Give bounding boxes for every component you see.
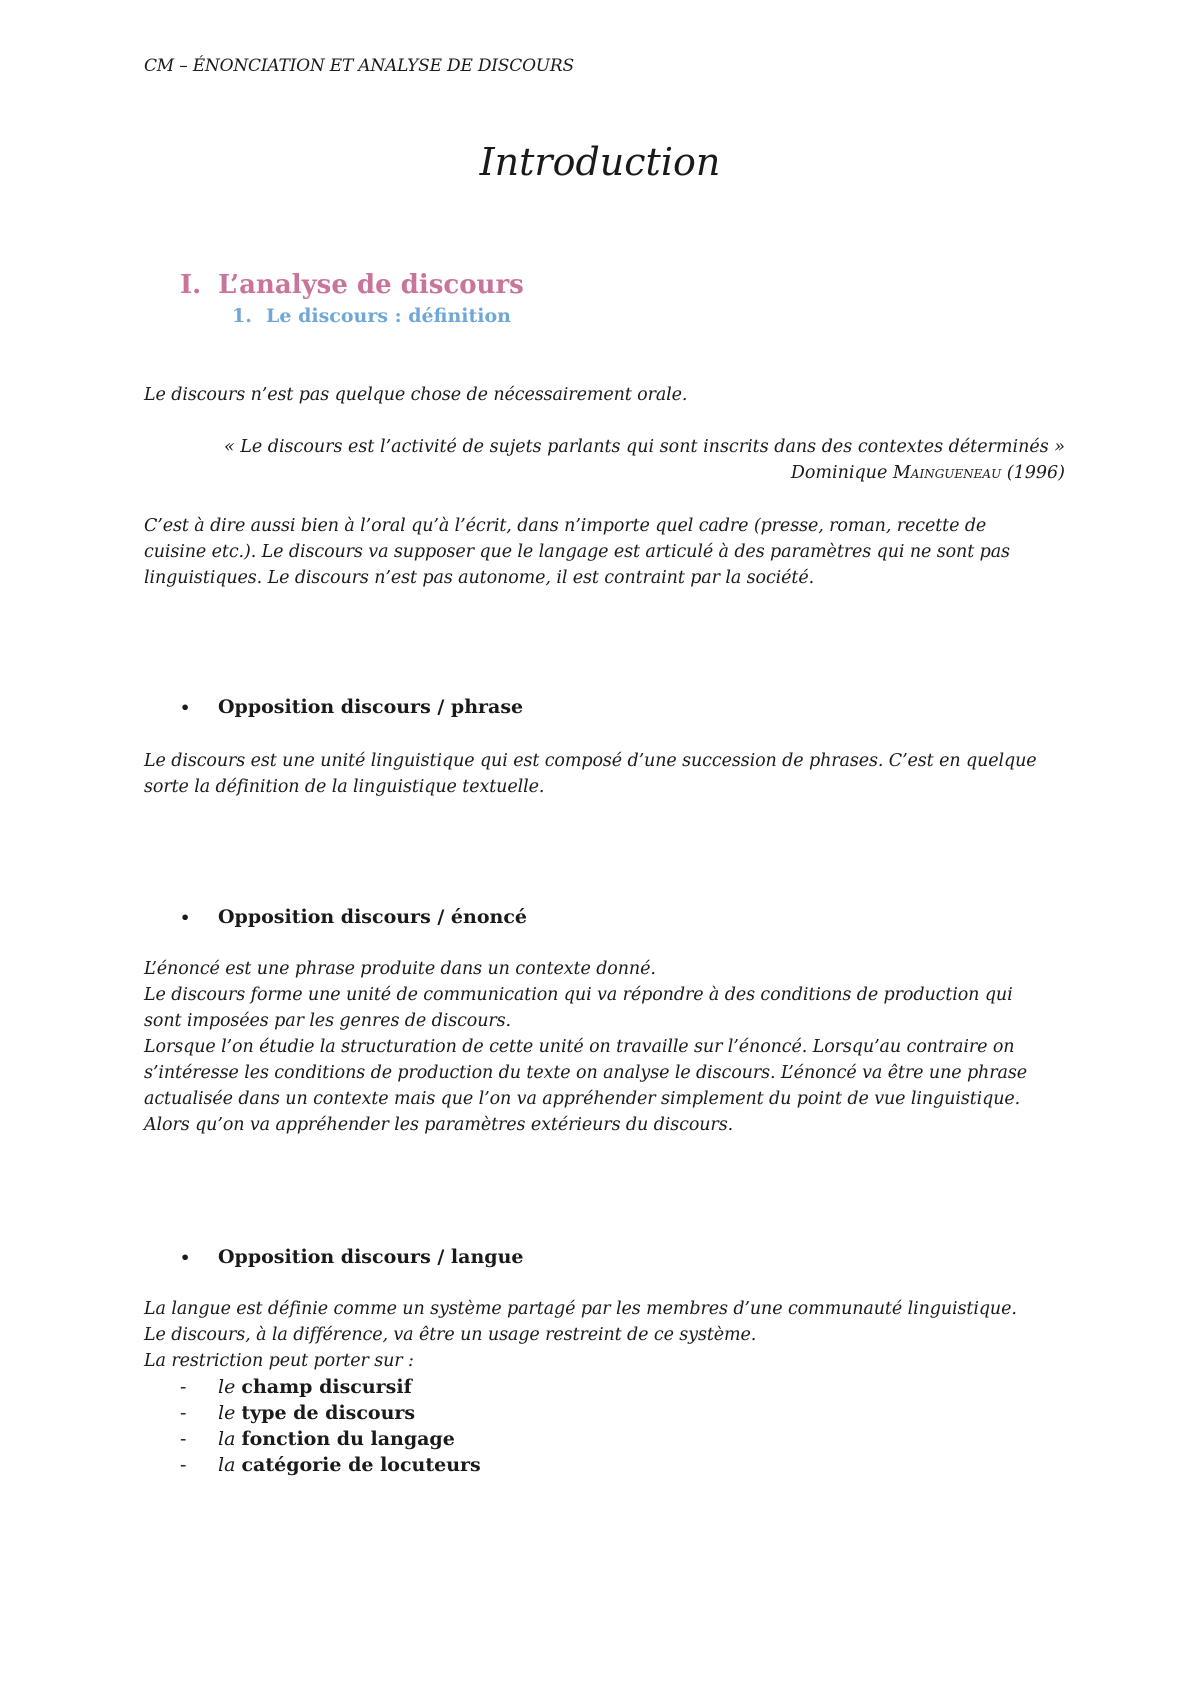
list-item-article: la (218, 1454, 236, 1476)
paragraph-line: sont imposées par les genres de discours. (144, 1011, 512, 1031)
section-heading (180, 270, 524, 300)
subsection-title: Le discours : définition (266, 305, 511, 327)
page-title: Introduction (479, 140, 721, 184)
quote-year: (1996) (1006, 463, 1065, 483)
quote-attribution (144, 460, 1065, 486)
list-item-term: fonction du langage (241, 1428, 455, 1450)
list-item (180, 1400, 481, 1426)
paragraph-line: Lorsque l’on étudie la structuration de cette unité on travaille sur l’énoncé. Lorsqu’au contraire on (144, 1037, 1015, 1057)
paragraph-line: Alors qu’on va appréhender les paramètres extérieurs du discours. (144, 1115, 734, 1135)
paragraph-line: cuisine etc.). Le discours va supposer que le langage est articulé à des paramètres qui ne sont pas (144, 542, 1010, 562)
paragraph-line: Le discours est une unité linguistique qui est composé d’une succession de phrases. C’est en quelque (144, 751, 1037, 771)
bullet-heading-text: Opposition discours / langue (218, 1246, 524, 1268)
bullet-heading-phrase (180, 696, 523, 718)
subsection-heading (232, 305, 511, 327)
list-item-article: le (218, 1376, 236, 1398)
bullet-body-enonce (144, 956, 1064, 1138)
paragraph-line: Le discours forme une unité de communication qui va répondre à des conditions de production qui (144, 985, 1013, 1005)
paragraph-line: s’intéresse les conditions de production du texte on analyse le discours. L’énoncé va être une phrase (144, 1063, 1027, 1083)
bullet-heading-langue (180, 1246, 523, 1268)
quote-author-first: Dominique (790, 463, 888, 483)
dash-marker: - (180, 1376, 187, 1398)
list-item-term: type de discours (241, 1402, 416, 1424)
bullet-heading-text: Opposition discours / énoncé (218, 906, 527, 928)
paragraph-line: linguistiques. Le discours n’est pas autonome, il est contraint par la société. (144, 568, 815, 588)
list-item-term: champ discursif (241, 1376, 412, 1398)
quote-text: « Le discours est l’activité de sujets parlants qui sont inscrits dans des contextes déterminés » (223, 437, 1065, 457)
paragraph-line: C’est à dire aussi bien à l’oral qu’à l’écrit, dans n’importe quel cadre (presse, roman, recette de (144, 516, 987, 536)
restriction-list (180, 1374, 481, 1478)
list-item (180, 1374, 481, 1400)
list-item-article: la (218, 1428, 236, 1450)
section-number: I. (180, 270, 202, 300)
bullet-icon: • (180, 1248, 191, 1267)
paragraph-line: L’énoncé est une phrase produite dans un contexte donné. (144, 959, 656, 979)
list-item-term: catégorie de locuteurs (241, 1454, 481, 1476)
paragraph-line: sorte la définition de la linguistique textuelle. (144, 777, 545, 797)
quote-author-last: Maingueneau (892, 463, 1002, 483)
bullet-heading-enonce (180, 906, 527, 928)
subsection-number: 1. (232, 305, 252, 327)
quote-block (144, 434, 1065, 486)
dash-marker: - (180, 1402, 187, 1424)
list-item-article: le (218, 1402, 236, 1424)
page-header: CM – ÉNONCIATION ET ANALYSE DE DISCOURS (144, 56, 574, 76)
section-title: L’analyse de discours (218, 270, 524, 300)
paragraph-line: Le discours, à la différence, va être un usage restreint de ce système. (144, 1325, 757, 1345)
list-item (180, 1426, 481, 1452)
paragraph-line: La langue est définie comme un système partagé par les membres d’une communauté linguistique. (144, 1299, 1017, 1319)
paragraph-line: La restriction peut porter sur : (144, 1351, 414, 1371)
bullet-icon: • (180, 698, 191, 717)
paragraph-after-quote (144, 513, 1064, 591)
bullet-heading-text: Opposition discours / phrase (218, 696, 524, 718)
bullet-icon: • (180, 908, 191, 927)
dash-marker: - (180, 1454, 187, 1476)
intro-sentence: Le discours n’est pas quelque chose de nécessairement orale. (144, 385, 688, 405)
dash-marker: - (180, 1428, 187, 1450)
bullet-body-phrase (144, 748, 1064, 800)
bullet-body-langue (144, 1296, 1064, 1374)
list-item (180, 1452, 481, 1478)
paragraph-line: actualisée dans un contexte mais que l’on va appréhender simplement du point de vue linguistique. (144, 1089, 1021, 1109)
